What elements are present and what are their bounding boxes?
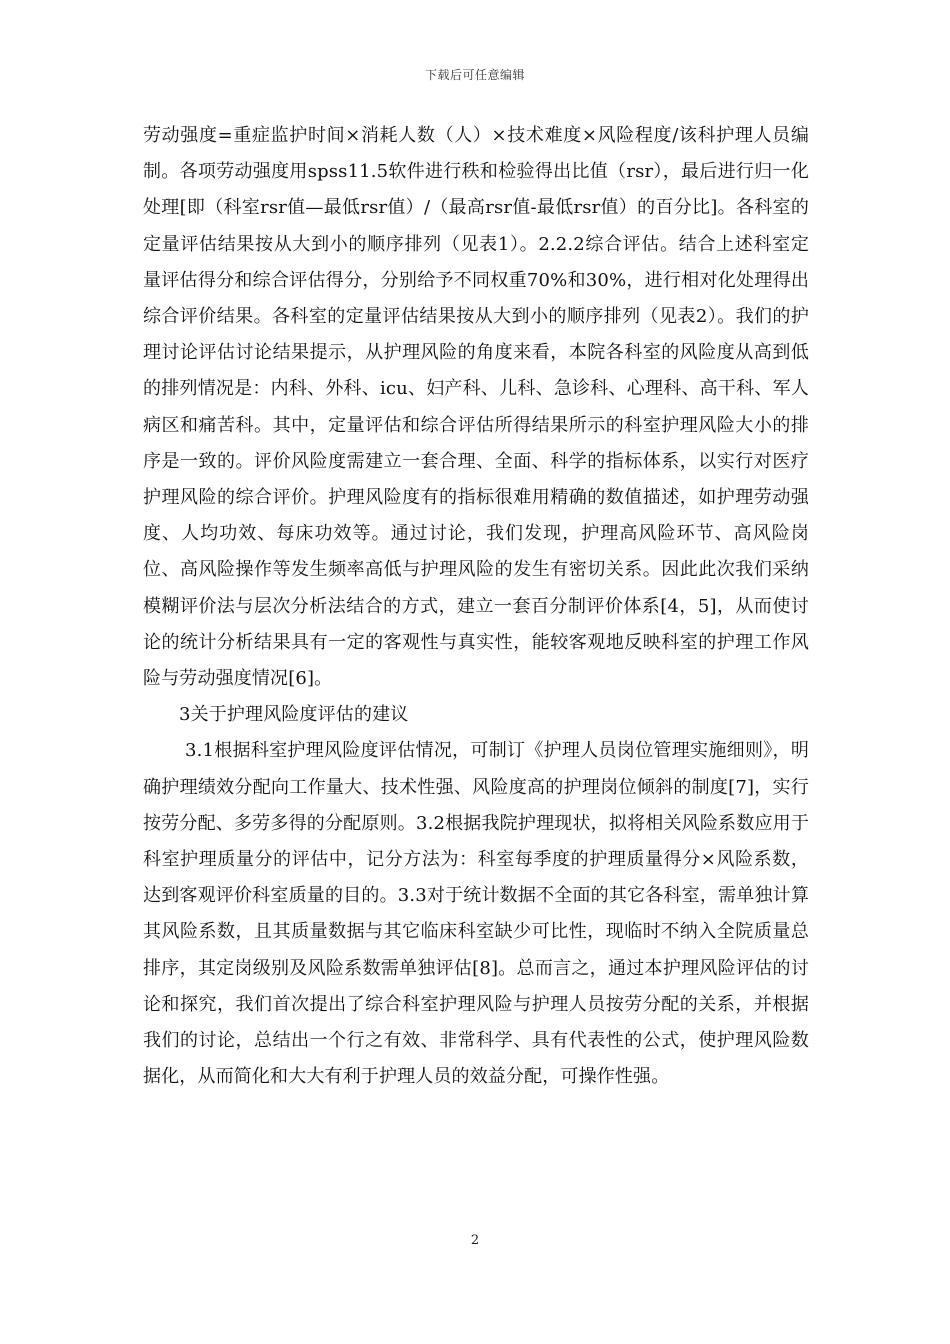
page-number: 2 bbox=[470, 1233, 480, 1248]
document-body bbox=[143, 118, 809, 1095]
page-header: 下载后可任意编辑 bbox=[424, 68, 525, 82]
section-heading: 3关于护理风险度评估的建议 bbox=[179, 704, 409, 726]
body-paragraph-1: 劳动强度=重症监护时间×消耗人数（人）×技术难度×风险程度/该科护理人员编制。各项劳动强度用spss11.5软件进行秩和检验得出比值（rsr），最后进行归一化处理[即（科室rsr值—最低rsr值）/（最高rsr值-最低rsr值）的百分比]。各科室的定量评估结果按从大到小的顺序排列（见表1）。2.2.2综合评估。结合上述科室定量评估得分和综合评估得分，分别给予不同权重70%和30%，进行相对化处理得出综合评价结果。各科室的定量评估结果按从大到小的顺序排列（见表2）。我们的护理讨论评估讨论结果提示，从护理风险的角度来看，本院各科室的风险度从高到低的排列情况是：内科、外科、icu、妇产科、儿科、急诊科、心理科、高干科、军人病区和痛苦科。其中，定量评估和综合评估所得结果所示的科室护理风险大小的排序是一致的。评价风险度需建立一套合理、全面、科学的指标体系，以实行对医疗护理风险的综合评价。护理风险度有的指标很难用精确的数值描述，如护理劳动强度、人均功效、每床功效等。通过讨论，我们发现，护理高风险环节、高风险岗位、高风险操作等发生频率高低与护理风险的发生有密切关系。因此此次我们采纳模糊评价法与层次分析法结合的方式，建立一套百分制评价体系[4，5]，从而使讨论的统计分析结果具有一定的客观性与真实性，能较客观地反映科室的护理工作风险与劳动强度情况[6]。 bbox=[143, 125, 809, 690]
body-paragraph-2: 3.1根据科室护理风险度评估情况，可制订《护理人员岗位管理实施细则》，明确护理绩效分配向工作量大、技术性强、风险度高的护理岗位倾斜的制度[7]，实行按劳分配、多劳多得的分配原则。3.2根据我院护理现状，拟将相关风险系数应用于科室护理质量分的评估中，记分方法为：科室每季度的护理质量得分×风险系数，达到客观评价科室质量的目的。3.3对于统计数据不全面的其它各科室，需单独计算其风险系数，且其质量数据与其它临床科室缺少可比性，现临时不纳入全院质量总排序，其定岗级别及风险系数需单独评估[8]。总而言之，通过本护理风险评估的讨论和探究，我们首次提出了综合科室护理风险与护理人员按劳分配的关系，并根据我们的讨论，总结出一个行之有效、非常科学、具有代表性的公式，使护理风险数据化，从而简化和大大有利于护理人员的效益分配，可操作性强。 bbox=[143, 740, 809, 1088]
